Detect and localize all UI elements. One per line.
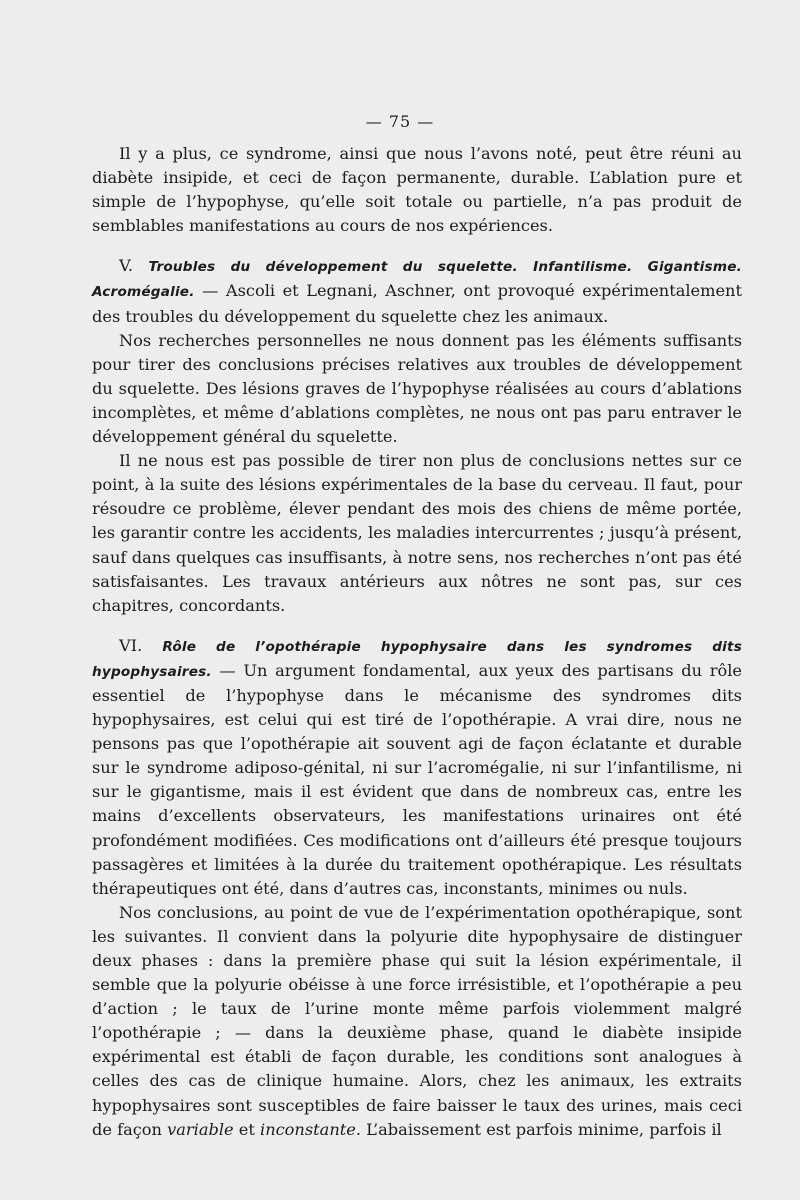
section-6-text: — Un argument fondamental, aux yeux des partisans du rôle essentiel de l’hypophyse dans le mécanisme des syndromes dits hypophysaires, est celui qui est tiré de l’opothérapie. A vrai dire, nous ne pensons pas que l’opothérapie ait souvent agi de façon éclatante et durable sur le syndrome adiposo-génital, ni sur l’acromégalie, ni sur l’infantilisme, ni sur le gigantisme, mais il est évident que dans de nombreux cas, entre les mains d’excellents observateurs, les manifestations urinaires ont été profondément modifiées. Ces modifications ont d’ailleurs été presque toujours passagères et limitées à la durée du traitement opothérapique. Les résultats thérapeutiques ont été, dans d’autres cas, inconstants, minimes ou nuls.: [92, 660, 742, 898]
section-5-numeral: V.: [119, 256, 134, 276]
section-5-title: Troubles du développement du squelette. Infantilisme. Gigantisme. Acromégalie.: [92, 259, 742, 301]
paragraph-6-text-b: et: [238, 1119, 255, 1139]
paragraph-6: [92, 901, 742, 1142]
paragraph-1: Il y a plus, ce syndrome, ainsi que nous l’avons noté, peut être réuni au diabète insipide, et ceci de façon permanente, durable. L’ablation pure et simple de l’hypophyse, qu’elle soit totale ou partielle, n’a pas produit de semblables manifestations au cours de nos expériences.: [92, 144, 742, 236]
paragraph-4: Il ne nous est pas possible de tirer non plus de conclusions nettes sur ce point, à la suite des lésions expérimentales de la base du cerveau. Il faut, pour résoudre ce problème, élever pendant des mois des chiens de même portée, les garantir contre les accidents, les maladies intercurrentes ; jusqu’à présent, sauf dans quelques cas insuffisants, à notre sens, nos recherches n’ont pas été satisfaisantes. Les travaux antérieurs aux nôtres ne sont pas, sur ces chapitres, concordants.: [92, 451, 742, 615]
section-6-numeral: VI.: [119, 635, 143, 655]
paragraph-6-text-a: Nos conclusions, au point de vue de l’expérimentation opothérapique, sont les suivantes. Il convient dans la polyurie dite hypophysaire de distinguer deux phases : dans la première phase qui suit la lésion expérimentale, il semble que la polyurie obéisse à une force irrésistible, et l’opothérapie a peu d’action ; le taux de l’urine monte même parfois violemment malgré l’opothérapie ; — dans la deuxième phase, quand le diabète insipide expérimental est établi de façon durable, les conditions sont analogues à celles des cas de clinique humaine. Alors, chez les animaux, les extraits hypophysaires sont susceptibles de faire baisser le taux des urines, mais ceci de façon: [92, 902, 742, 1139]
paragraph-6-text-c: L’abaissement est parfois minime, parfois il: [366, 1119, 722, 1139]
section-6-title: Rôle de l’opothérapie hypophysaire dans les syndromes dits hypophysaires.: [92, 638, 742, 680]
emphasis-inconstante: inconstante.: [260, 1119, 361, 1139]
section-5-paragraph: [92, 254, 742, 328]
paragraph-3: Nos recherches personnelles ne nous donnent pas les éléments suffisants pour tirer des conclusions précises relatives aux troubles de développement du squelette. Des lésions graves de l’hypophyse réalisées au cours d’ablations incomplètes, et même d’ablations complètes, ne nous ont pas paru entraver le développement général du squelette.: [92, 330, 742, 447]
body-text: [92, 142, 742, 1142]
page-number: — 75 —: [365, 112, 435, 131]
emphasis-variable: variable: [167, 1119, 234, 1139]
section-6-paragraph: [92, 634, 742, 901]
section-5-text: — Ascoli et Legnani, Aschner, ont provoqué expérimentalement des troubles du développement du squelette chez les animaux.: [92, 281, 742, 326]
